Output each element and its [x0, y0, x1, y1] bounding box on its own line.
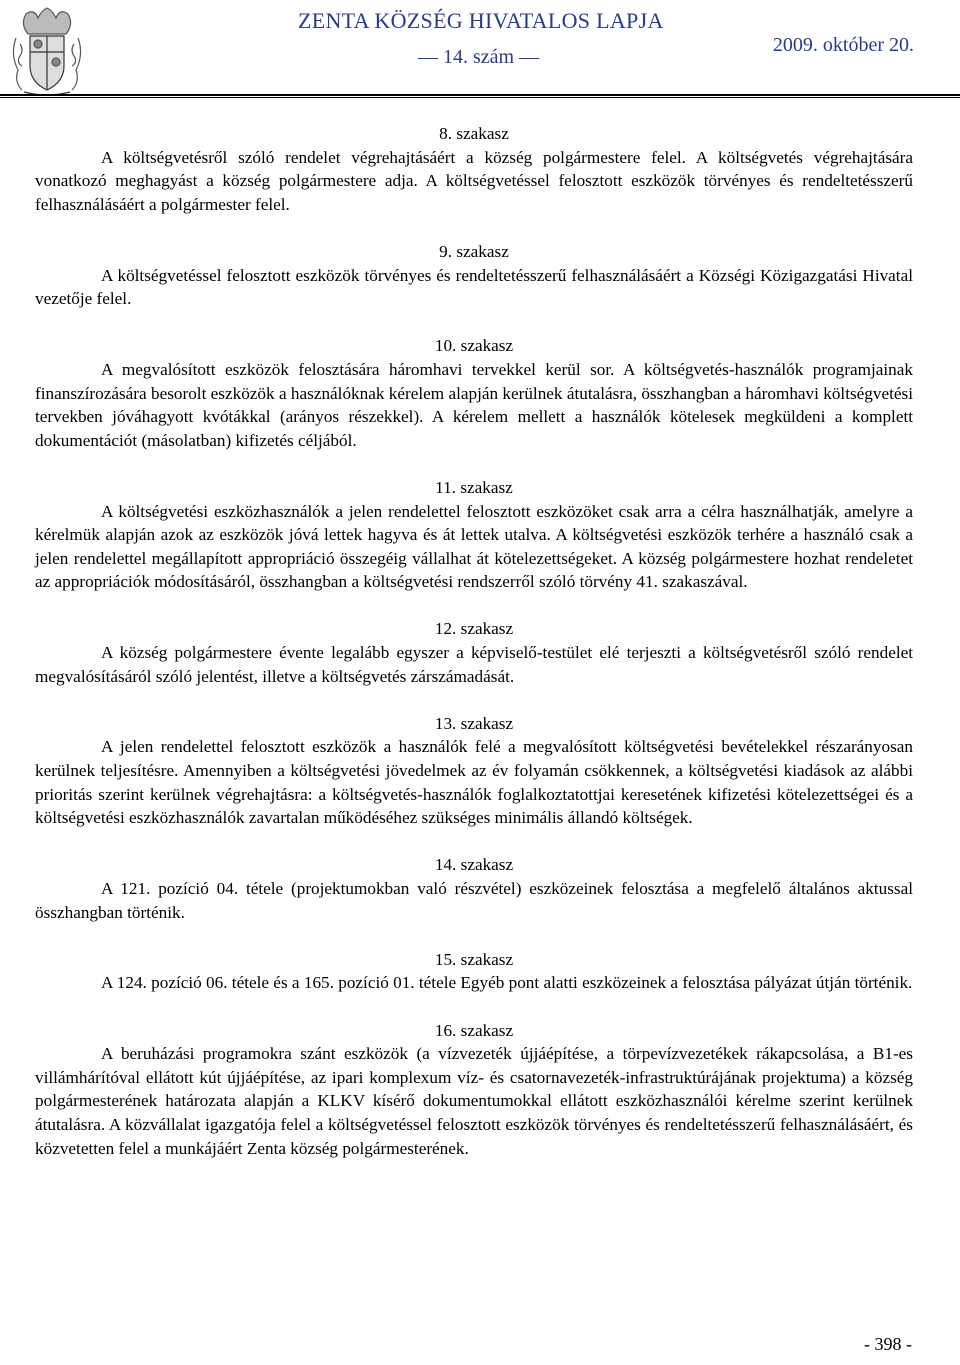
section-title: 11. szakasz [435, 477, 513, 497]
section-12 [35, 617, 913, 688]
section-8 [35, 122, 913, 216]
section-title: 13. szakasz [434, 713, 514, 733]
publication-title: ZENTA KÖZSÉG HIVATALOS LAPJA [298, 8, 664, 33]
section-title: 10. szakasz [434, 336, 514, 356]
section-13 [35, 712, 913, 830]
section-text: A költségvetéssel felosztott eszközök törvényes és rendeltetésszerű felhasználásáért a Községi Közigazgatási Hivatal vezetője felel. [35, 265, 913, 309]
section-text: A költségvetési eszközhasználók a jelen rendelettel felosztott eszközöket csak arra a célra használhatják, amelyre a kérelmük alapján azok az eszközök jóvá lettek hagyva és át lettek utalva. A költségvetési eszközök terhére a használó csak a jelen rendelettel megállapított appropriáció összegéig vállalhat át kötelezettségeket. A község polgármestere hozhat rendeletet az appropriációk módosításáról, összhangban a költségvetési rendszerről szóló törvény 41. szakaszával. [35, 501, 913, 592]
page-header [0, 0, 960, 97]
page-number: - 398 - [864, 1334, 912, 1354]
section-title: 16. szakasz [434, 1020, 514, 1040]
section-14 [35, 853, 913, 924]
issue-number: — 14. szám — [418, 46, 540, 68]
section-text: A község polgármestere évente legalább egyszer a képviselő-testület elé terjeszti a költségvetésről szóló rendelet megvalósításáról szóló jelentést, illetve a költségvetés zárszámadását. [35, 643, 913, 686]
section-text: A 124. pozíció 06. tétele és a 165. pozíció 01. tétele Egyéb pont alatti eszközeinek a felosztása pályázat útján történik. [101, 973, 913, 993]
section-title: 15. szakasz [434, 949, 514, 969]
section-text: A megvalósított eszközök felosztására háromhavi tervekkel kerül sor. A költségvetés-használók programjainak finanszírozására besorolt eszközök a használóknak kérelem alapján kerülnek átutalásra, összhangban a háromhavi költségvetési tervekben jóváhagyott kvótákkal (arányos részekkel). A kérelem mellett a használók kötelesek megküldeni a komplett dokumentációt (másolatban) kifizetés céljából. [35, 359, 913, 450]
issue-date: 2009. október 20. [772, 34, 914, 56]
section-10 [35, 334, 913, 452]
section-16 [35, 1019, 913, 1161]
document-body [35, 122, 913, 1184]
section-text: A beruházási programokra szánt eszközök (a vízvezeték újjáépítése, a törpevízvezetékek rákapcsolása, a B1-es villámhárítóval ellátott kút újjáépítése, az ipari komplexum víz- és csatornavezeték-infrastruktúrájának projektuma) a község polgármesterének határozata alapján a KLKV kísérő dokumentumokkal ellátott eszközhasználói kérelme szerint kerülnek átutalásra. A közvállalat igazgatója felel a költségvetéssel felosztott eszközök törvényes és rendeltetésszerű felhasználásáért, és közvetetten felel a munkájáért Zenta község polgármesterének. [35, 1044, 913, 1158]
header-divider [0, 94, 960, 98]
section-title: 12. szakasz [434, 619, 514, 639]
section-text: A költségvetésről szóló rendelet végrehajtásáért a község polgármestere felel. A költségvetés végrehajtására vonatkozó meghagyást a község polgármestere adja. A költségvetéssel felosztott eszközök törvényes és rendeltetésszerű felhasználásáért a polgármester felel. [35, 147, 913, 214]
section-text: A jelen rendelettel felosztott eszközök a használók felé a megvalósított költségvetési bevételekkel részarányosan kerülnek teljesítésre. Amennyiben a költségvetési jövedelmek az év folyamán csökkennek, a költségvetési kiadások az alábbi prioritás szerint kerülnek végrehajtásra: a költségvetés-használók foglalkoztatottjai keresetének kifizetési kötelezettségei és a költségvetési eszközhasználók zavartalan működéséhez szükséges minimális állandó költségek. [35, 737, 913, 828]
section-text: A 121. pozíció 04. tétele (projektumokban való részvétel) eszközeinek felosztása a megfelelő általános aktussal összhangban történik. [35, 879, 913, 922]
section-title: 14. szakasz [434, 855, 514, 875]
section-15 [35, 948, 913, 995]
section-11 [35, 476, 913, 594]
coat-of-arms-icon [8, 4, 86, 96]
section-9 [35, 240, 913, 311]
section-title: 8. szakasz [439, 124, 509, 143]
section-title: 9. szakasz [439, 241, 509, 261]
